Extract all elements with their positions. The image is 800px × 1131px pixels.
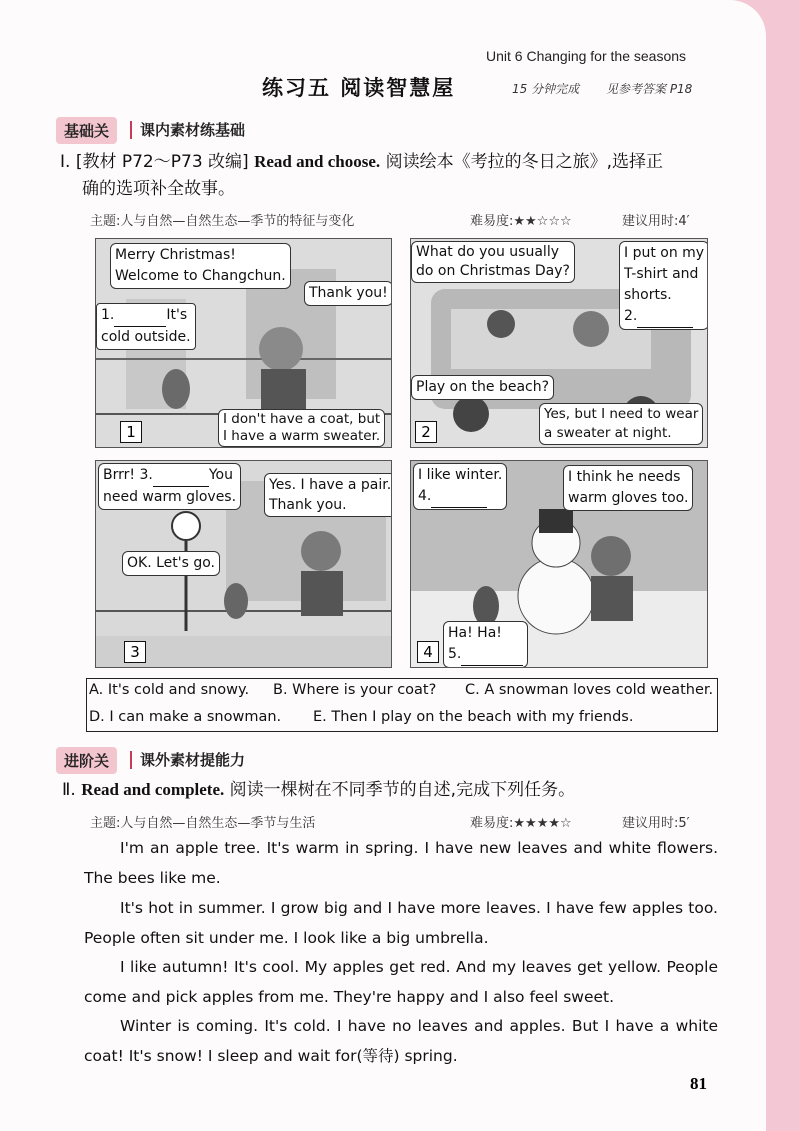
q1-topic: 主题:人与自然—自然生态—季节的特征与变化 xyxy=(90,214,355,229)
comic-panel-4 xyxy=(410,460,708,668)
section2-badge: 进阶关 xyxy=(56,747,117,774)
p1-text-6: I don't have a coat, but xyxy=(223,411,381,427)
p3-text-4: Thank you. xyxy=(269,497,347,513)
p4-text-2: I think he needs xyxy=(568,469,681,485)
section2-subtitle: 课外素材提能力 xyxy=(140,751,246,769)
option-c: C. A snowman loves cold weather. xyxy=(465,682,714,698)
option-a: A. It's cold and snowy. xyxy=(89,682,250,698)
q2-number: Ⅱ. xyxy=(62,780,76,800)
p2-text-7: Yes, but I need to wear xyxy=(544,406,699,422)
blank-1 xyxy=(114,305,166,327)
p3-text-3: Yes. I have a pair. xyxy=(269,477,392,493)
q1-time: 建议用时:4′ xyxy=(622,214,690,229)
p1-bubble-blank xyxy=(96,303,196,350)
p2-text-2: I put on my xyxy=(624,245,705,261)
p1-text-4: It's xyxy=(166,307,188,323)
p4-blank-num: 5. xyxy=(448,646,462,662)
p3-bubble-pair xyxy=(264,473,392,517)
p2-text-3: T-shirt and xyxy=(624,266,699,282)
q2-text: 阅读一棵树在不同季节的自述,完成下列任务。 xyxy=(229,780,576,800)
blank-2 xyxy=(637,306,693,328)
blank-4 xyxy=(431,486,487,508)
option-e: E. Then I play on the beach with my friends. xyxy=(313,709,634,725)
p1-blank-num: 1. xyxy=(101,307,115,323)
blank-5 xyxy=(461,644,523,666)
page-number: 81 xyxy=(690,1074,707,1093)
q1-source: [教材 P72～P73 改编] xyxy=(75,152,249,172)
p2-bubble-beach: Play on the beach? xyxy=(411,375,554,400)
p2-bubble-sweater xyxy=(539,403,703,445)
p1-text-7: I have a warm sweater. xyxy=(223,428,381,444)
p3-bubble-go: OK. Let's go. xyxy=(122,551,220,576)
panel-number-3: 3 xyxy=(124,641,146,663)
p4-text-4: Ha! Ha! xyxy=(448,625,502,641)
p1-text-1: Welcome to Changchun. xyxy=(115,268,286,284)
question2-heading xyxy=(62,776,575,804)
q1-difficulty: 难易度:★★☆☆☆ xyxy=(470,214,572,229)
p2-text-1: do on Christmas Day? xyxy=(416,263,570,279)
p2-text-8: a sweater at night. xyxy=(544,425,672,441)
p4-text-3: warm gloves too. xyxy=(568,490,689,506)
p4-text-0: I like winter. xyxy=(418,467,503,483)
p1-bubble-sweater xyxy=(218,409,385,447)
time-label: 15 分钟完成 xyxy=(512,82,580,96)
option-d: D. I can make a snowman. xyxy=(89,709,282,725)
section1-divider xyxy=(130,121,132,139)
comic-panel-2 xyxy=(410,238,708,448)
blank-3 xyxy=(153,465,209,487)
p1-text-5: cold outside. xyxy=(101,329,191,345)
options-box xyxy=(86,678,718,732)
p3-text-2: need warm gloves. xyxy=(103,489,237,505)
q2-time: 建议用时:5′ xyxy=(622,816,690,831)
p1-bubble-thanks: Thank you! xyxy=(304,281,392,306)
q2-topic: 主题:人与自然—自然生态—季节与生活 xyxy=(90,816,316,831)
answer-ref: 见参考答案 P18 xyxy=(606,82,693,96)
p4-bubble-winter xyxy=(413,463,507,510)
p3-bubble-gloves xyxy=(98,463,241,510)
section1-badge: 基础关 xyxy=(56,117,117,144)
page-title: 练习五 阅读智慧屋 xyxy=(262,76,456,100)
panel-number-1: 1 xyxy=(120,421,142,443)
p2-text-0: What do you usually xyxy=(416,244,559,260)
q2-instruction: Read and complete. xyxy=(81,780,225,799)
p4-bubble-gloves xyxy=(563,465,693,511)
q1-text-a: 阅读绘本《考拉的冬日之旅》,选择正 xyxy=(385,152,663,172)
passage-paragraph-2: It's hot in summer. I grow big and I have more leaves. I have few apples too. People often sit under me. I look like a big umbrella. xyxy=(84,899,718,947)
q1-instruction: Read and choose. xyxy=(254,152,381,171)
p2-bubble-answer xyxy=(619,241,708,330)
panel-number-2: 2 xyxy=(415,421,437,443)
p1-text-0: Merry Christmas! xyxy=(115,247,236,263)
q2-difficulty: 难易度:★★★★☆ xyxy=(470,816,572,831)
p1-bubble-greeting xyxy=(110,243,291,289)
section1-subtitle: 课内素材练基础 xyxy=(140,121,246,139)
question1-heading xyxy=(60,148,720,203)
p4-blank-num: 4. xyxy=(418,488,432,504)
passage-paragraph-3: I like autumn! It's cool. My apples get red. And my leaves get yellow. People come and pick apples from me. They're happy and I also feel sweet. xyxy=(84,958,718,1006)
option-b: B. Where is your coat? xyxy=(273,682,437,698)
panel-number-4: 4 xyxy=(417,641,439,663)
passage-paragraph-4: Winter is coming. It's cold. I have no leaves and apples. But I have a white coat! It's snow! I sleep and wait for(等待) spring. xyxy=(84,1017,718,1065)
section2-divider xyxy=(130,751,132,769)
comic-panel-1 xyxy=(95,238,392,448)
p4-bubble-haha xyxy=(443,621,528,668)
q1-number: Ⅰ. xyxy=(60,152,71,172)
p3-blank-num: Brrr! 3. xyxy=(103,467,153,483)
comic-panel-3 xyxy=(95,460,392,668)
p2-text-4: shorts. xyxy=(624,287,672,303)
q1-text-b: 确的选项补全故事。 xyxy=(82,179,235,199)
p3-text-1: You xyxy=(208,467,233,483)
passage-paragraph-1: I'm an apple tree. It's warm in spring. I have new leaves and white flowers. The bees like me. xyxy=(84,839,718,887)
p2-blank-num: 2. xyxy=(624,308,638,324)
p2-bubble-question xyxy=(411,241,575,283)
unit-header: Unit 6 Changing for the seasons xyxy=(486,48,687,64)
